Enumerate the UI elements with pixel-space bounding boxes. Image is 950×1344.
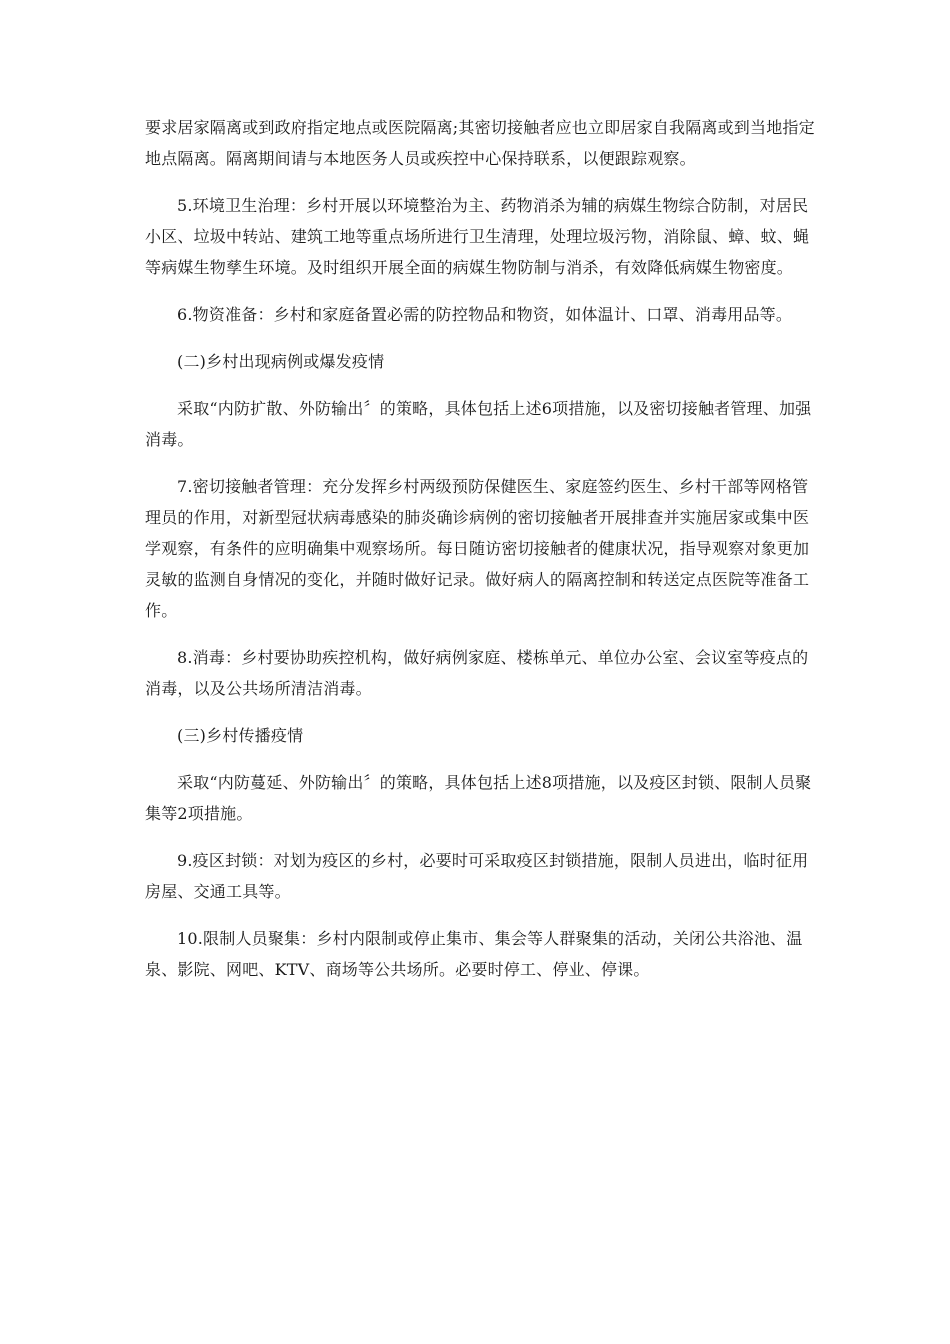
paragraph-strategy-2: 采取“内防扩散、外防输出〞的策略，具体包括上述6项措施，以及密切接触者管理、加强消毒。 (145, 399, 812, 449)
paragraph-strategy-3: 采取“内防蔓延、外防输出〞的策略，具体包括上述8项措施，以及疫区封锁、限制人员聚集等2项措施。 (145, 773, 812, 823)
paragraph-item-6-supplies: 6.物资准备：乡村和家庭备置必需的防控物品和物资，如体温计、口罩、消毒用品等。 (177, 305, 793, 324)
section-heading-2: (二)乡村出现病例或爆发疫情 (177, 352, 385, 371)
paragraph-item-10-gathering: 10.限制人员聚集：乡村内限制或停止集市、集会等人群聚集的活动，关闭公共浴池、温泉、影院、网吧、KTV、商场等公共场所。必要时停工、停业、停课。 (145, 929, 803, 979)
paragraph-item-5-environment: 5.环境卫生治理：乡村开展以环境整治为主、药物消杀为辅的病媒生物综合防制，对居民小区、垃圾中转站、建筑工地等重点场所进行卫生清理，处理垃圾污物，消除鼠、蟑、蚊、蝇等病媒生物孳生环境。及时组织开展全面的病媒生物防制与消杀，有效降低病媒生物密度。 (145, 196, 810, 277)
section-heading-3: (三)乡村传播疫情 (177, 726, 304, 745)
paragraph-isolation-continued: 要求居家隔离或到政府指定地点或医院隔离;其密切接触者应也立即居家自我隔离或到当地指定地点隔离。隔离期间请与本地医务人员或疾控中心保持联系，以便跟踪观察。 (145, 118, 815, 168)
paragraph-item-9-lockdown: 9.疫区封锁：对划为疫区的乡村，必要时可采取疫区封锁措施，限制人员进出，临时征用房屋、交通工具等。 (145, 851, 809, 901)
paragraph-item-7-contacts: 7.密切接触者管理：充分发挥乡村两级预防保健医生、家庭签约医生、乡村干部等网格管理员的作用，对新型冠状病毒感染的肺炎确诊病例的密切接触者开展排查并实施居家或集中医学观察，有条件的应明确集中观察场所。每日随访密切接触者的健康状况，指导观察对象更加灵敏的监测自身情况的变化，并随时做好记录。做好病人的隔离控制和转送定点医院等准备工作。 (145, 477, 810, 620)
paragraph-item-8-disinfection: 8.消毒：乡村要协助疾控机构，做好病例家庭、楼栋单元、单位办公室、会议室等疫点的消毒，以及公共场所清洁消毒。 (145, 648, 809, 698)
document-body (145, 112, 815, 1001)
